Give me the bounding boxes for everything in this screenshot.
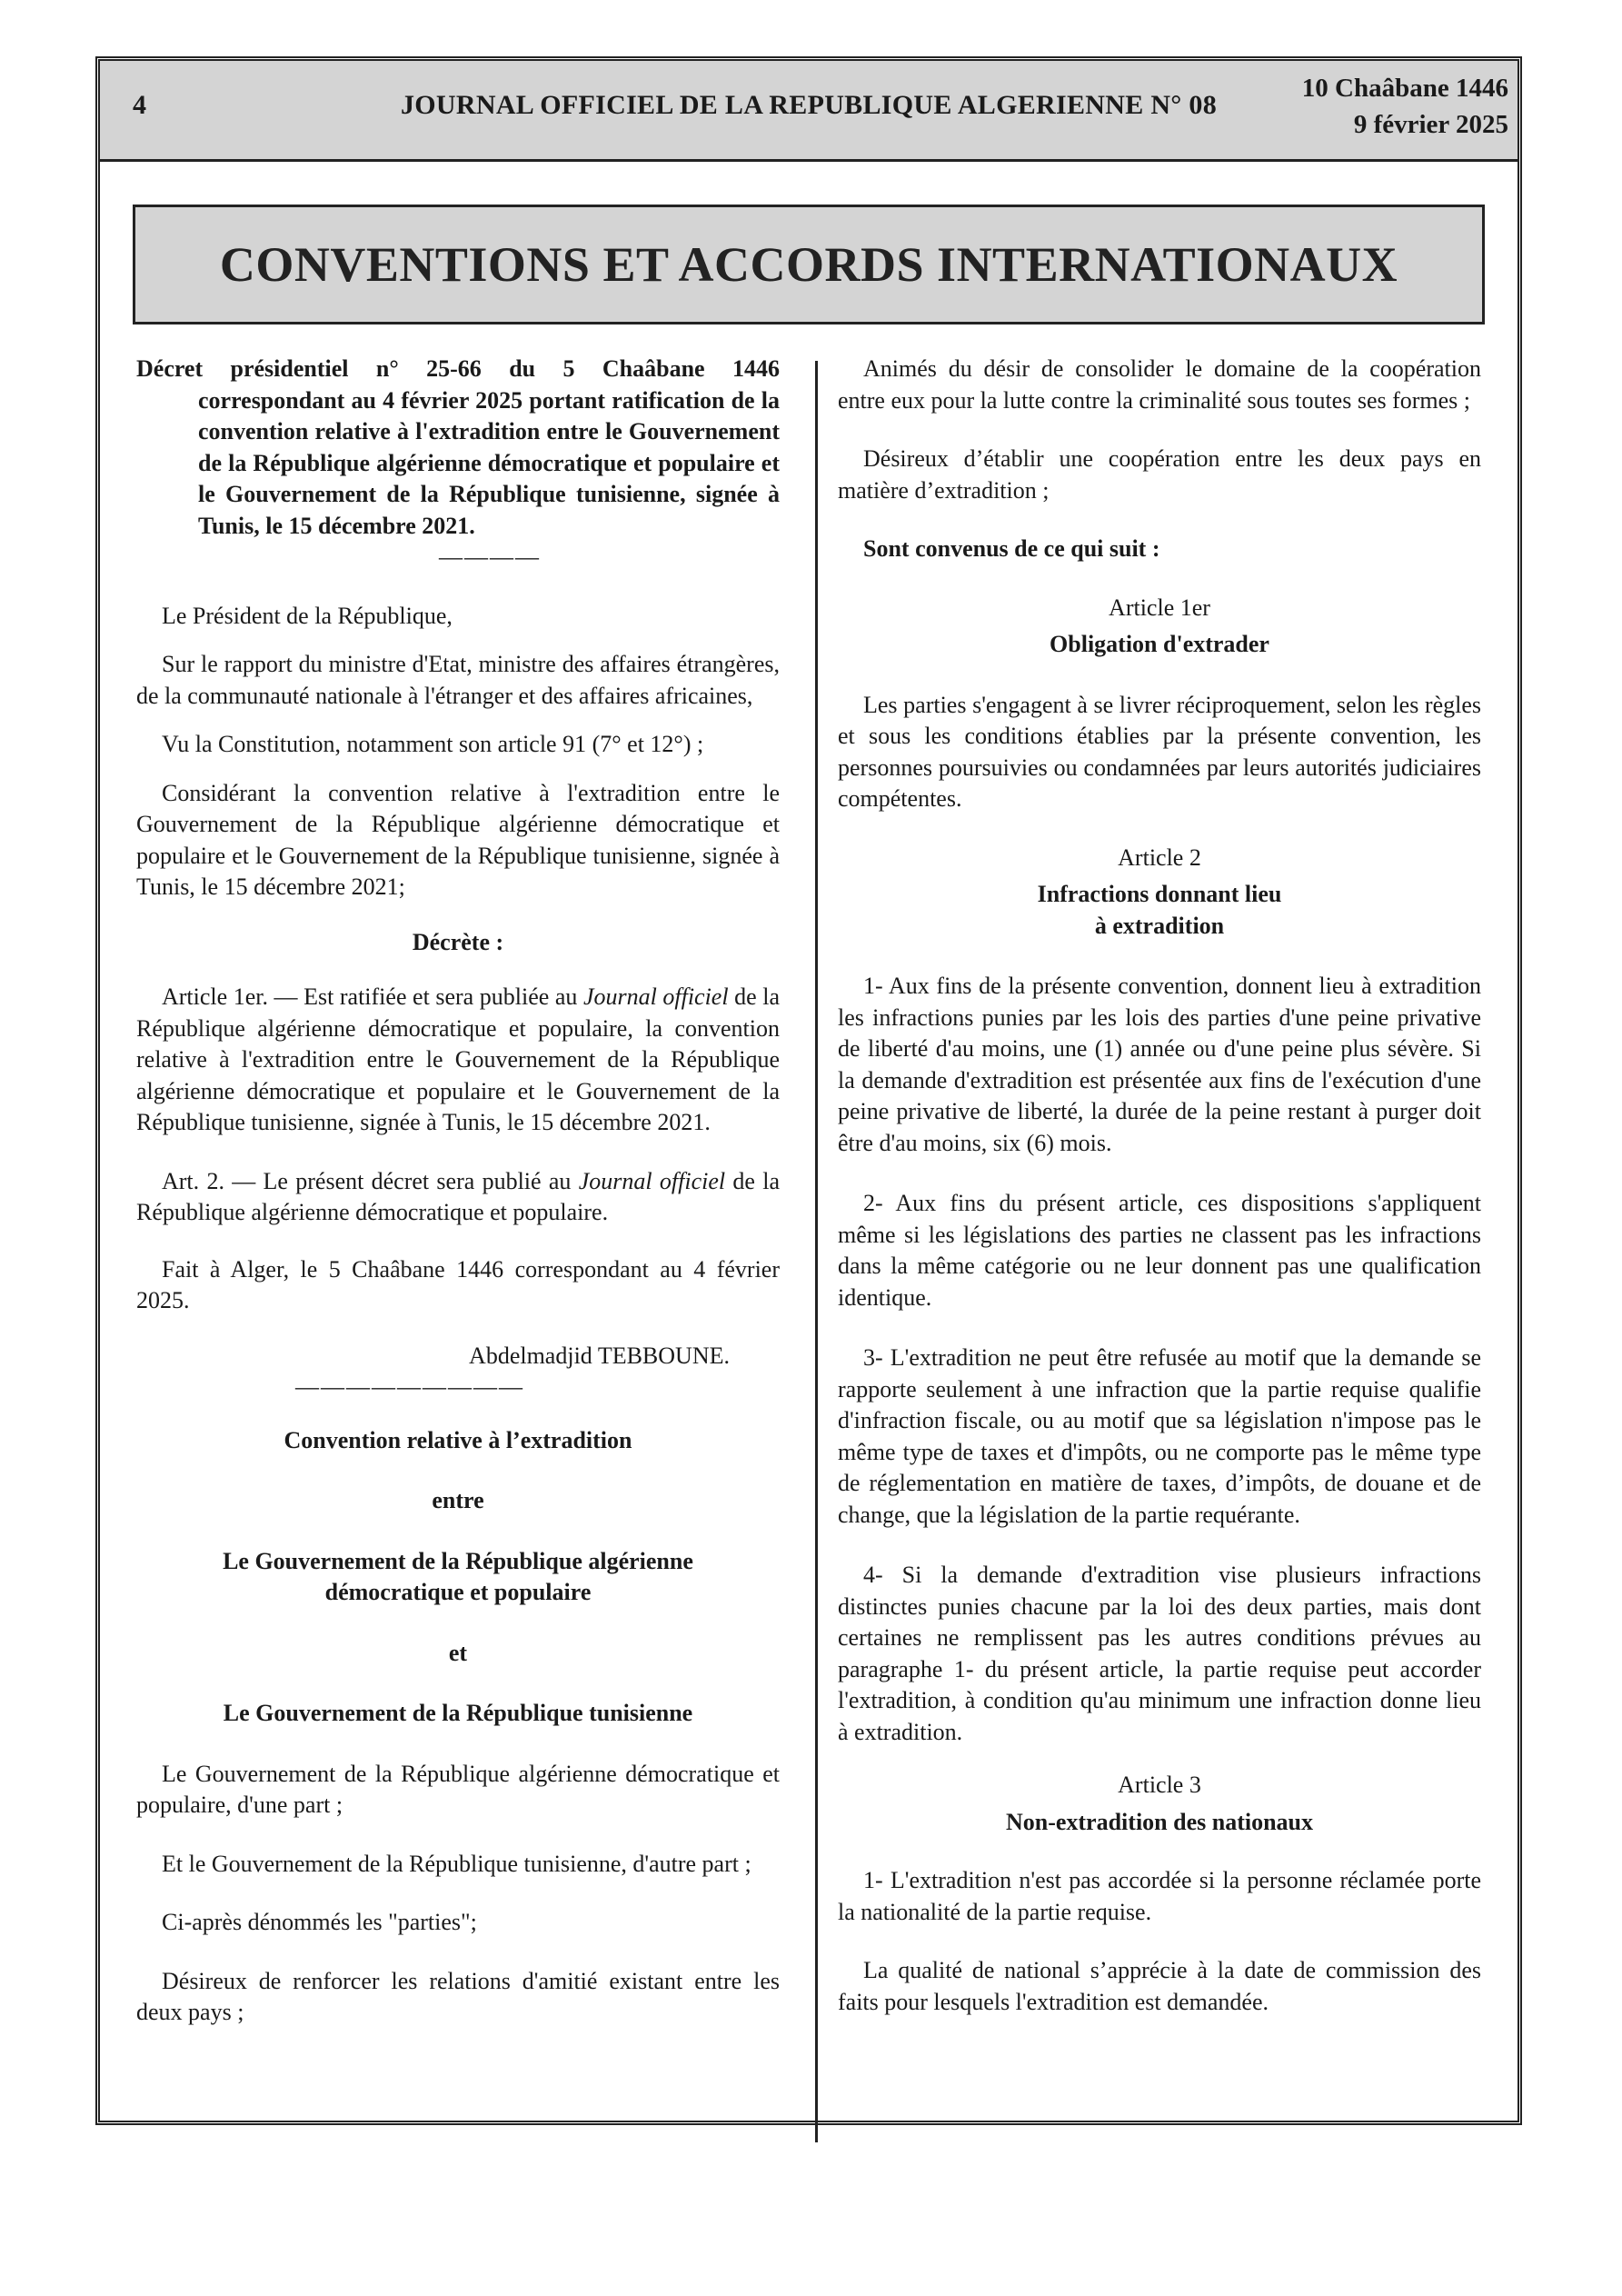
article-1-label: Article 1er bbox=[1109, 594, 1210, 621]
decrete-heading: Décrète : bbox=[412, 928, 504, 955]
page-number: 4 bbox=[133, 90, 146, 120]
convention-title: Convention relative à l’extradition bbox=[284, 1426, 632, 1453]
section-banner bbox=[133, 205, 1485, 324]
paragraph: Ci-après dénommés les "parties"; bbox=[162, 1909, 477, 1935]
journal-title: JOURNAL OFFICIEL DE LA REPUBLIQUE ALGERIENNE N° 08 bbox=[401, 90, 1217, 120]
article-2-title-line2: à extradition bbox=[1094, 912, 1225, 939]
column-divider bbox=[815, 361, 818, 2142]
paragraph: Le Président de la République, bbox=[162, 602, 453, 629]
article-2-paragraph-1: 1- Aux fins de la présente convention, donnent lieu à extradition les infractions punies par les lois des parties d'une peine privative de liberté d'au moins, une (1) année ou d'une peine plus sévère. Si la demande d'extradition est présentée aux fins de l'exécution d'une peine privative de liberté, la durée de la peine restant à purger doit être d'au moins, six (6) mois. bbox=[838, 973, 1481, 1156]
article-1-paragraph bbox=[136, 982, 780, 1139]
paragraph: Et le Gouvernement de la République tunisienne, d'autre part ; bbox=[162, 1850, 751, 1877]
decree-title: Décret présidentiel n° 25-66 du 5 Chaâbane 1446 correspondant au 4 février 2025 portant ratification de la convention relative à l'extradition entre le Gouvernement de la République algérienne démocratique et populaire et le Gouvernement de la République tunisienne, signée à Tunis, le 15 décembre 2021. bbox=[136, 355, 780, 539]
party-algeria: Le Gouvernement de la République algérienne démocratique et populaire bbox=[223, 1547, 693, 1605]
paragraph: Considérant la convention relative à l'extradition entre le Gouvernement de la République algérienne démocratique et populaire et le Gouvernement de la République tunisienne, signée à Tunis, le 15 décembre 2021; bbox=[136, 779, 780, 900]
article-2-label: Article 2 bbox=[1118, 844, 1201, 871]
party-tunisia: Le Gouvernement de la République tunisienne bbox=[223, 1700, 693, 1726]
article-1-text: de la République algérienne démocratique et populaire, la convention relative à l'extradition entre le Gouvernement de la République algérienne démocratique et populaire et le Gouvernement de la République tunisienne, signée à Tunis, le 15 décembre 2021. bbox=[136, 983, 780, 1135]
journal-officiel-italic: Journal officiel bbox=[578, 1167, 726, 1194]
article-3-paragraph-1: 1- L'extradition n'est pas accordée si la personne réclamée porte la nationalité de la partie requise. bbox=[838, 1867, 1481, 1925]
date-hijri: 10 Chaâbane 1446 bbox=[1301, 74, 1508, 103]
article-2-text: de la République algérienne démocratique et populaire. bbox=[136, 1167, 781, 1225]
signature: Abdelmadjid TEBBOUNE. bbox=[469, 1342, 730, 1369]
left-column bbox=[136, 354, 780, 2046]
et-label: et bbox=[448, 1639, 468, 1666]
page-header bbox=[100, 61, 1518, 162]
header-date bbox=[1302, 70, 1508, 143]
article-2-title-line1: Infractions donnant lieu bbox=[1037, 881, 1282, 907]
paragraph: Le Gouvernement de la République algérienne démocratique et populaire, d'une part ; bbox=[136, 1760, 780, 1818]
separator-long: ————————— bbox=[295, 1373, 524, 1400]
article-3-title: Non-extradition des nationaux bbox=[1005, 1808, 1314, 1835]
paragraph: Vu la Constitution, notamment son article 91 (7° et 12°) ; bbox=[162, 731, 704, 757]
article-2-paragraph-3: 3- L'extradition ne peut être refusée au motif que la demande se rapporte seulement à une infraction que la partie requise qualifie d'infraction fiscale, ou au motif que sa législation n'impose pas le même type de taxes et d'impôts, ou ne comporte pas le même type de réglementation en matière de taxes, d’impôts, de douane et de change, que la législation de la partie requérante. bbox=[838, 1344, 1481, 1528]
article-1-title: Obligation d'extrader bbox=[1050, 631, 1269, 657]
section-title: CONVENTIONS ET ACCORDS INTERNATIONAUX bbox=[219, 237, 1398, 292]
article-3-paragraph-2: La qualité de national s’apprécie à la date de commission des faits pour lesquels l'extradition est demandée. bbox=[838, 1957, 1481, 2015]
article-1-lead: Article 1er. — Est ratifiée et sera publiée au bbox=[162, 983, 583, 1010]
paragraph: Désireux d’établir une coopération entre les deux pays en matière d’extradition ; bbox=[838, 445, 1481, 504]
date-gregorian: 9 février 2025 bbox=[1353, 110, 1508, 139]
paragraph: Sur le rapport du ministre d'Etat, ministre des affaires étrangères, de la communauté nationale à l'étranger et des affaires africaines, bbox=[136, 651, 780, 709]
convenus-heading: Sont convenus de ce qui suit : bbox=[863, 535, 1160, 562]
article-2-lead: Art. 2. — Le présent décret sera publié au bbox=[162, 1167, 579, 1194]
right-column bbox=[838, 354, 1481, 2035]
article-3-label: Article 3 bbox=[1118, 1772, 1201, 1798]
page-frame bbox=[95, 56, 1522, 2125]
article-2-paragraph-4: 4- Si la demande d'extradition vise plusieurs infractions distinctes punies chacune par la loi des deux parties, mais dont certaines ne remplissent pas les autres conditions prévues au paragraphe 1- du présent article, la partie requise peut accorder l'extradition, à condition qu'au minimum une infraction donne lieu à extradition. bbox=[838, 1562, 1481, 1745]
fait-paragraph: Fait à Alger, le 5 Chaâbane 1446 correspondant au 4 février 2025. bbox=[136, 1255, 780, 1313]
article-2-paragraph bbox=[136, 1166, 780, 1229]
entre-label: entre bbox=[432, 1487, 484, 1513]
paragraph: Animés du désir de consolider le domaine de la coopération entre eux pour la lutte contre la criminalité sous toutes ses formes ; bbox=[838, 355, 1481, 414]
separator-short: ———— bbox=[439, 544, 541, 570]
journal-officiel-italic: Journal officiel bbox=[582, 983, 729, 1010]
article-1-text: Les parties s'engagent à se livrer réciproquement, selon les règles et sous les conditions établies par la présente convention, les personnes poursuivies ou condamnées par leurs autorités judiciaires compétentes. bbox=[838, 691, 1481, 812]
paragraph: Désireux de renforcer les relations d'amitié existant entre les deux pays ; bbox=[136, 1967, 780, 2025]
article-2-paragraph-2: 2- Aux fins du présent article, ces dispositions s'appliquent même si les législations des parties ne classent pas les infractions dans la même catégorie ou ne leur donnent pas une qualification identique. bbox=[838, 1190, 1481, 1311]
